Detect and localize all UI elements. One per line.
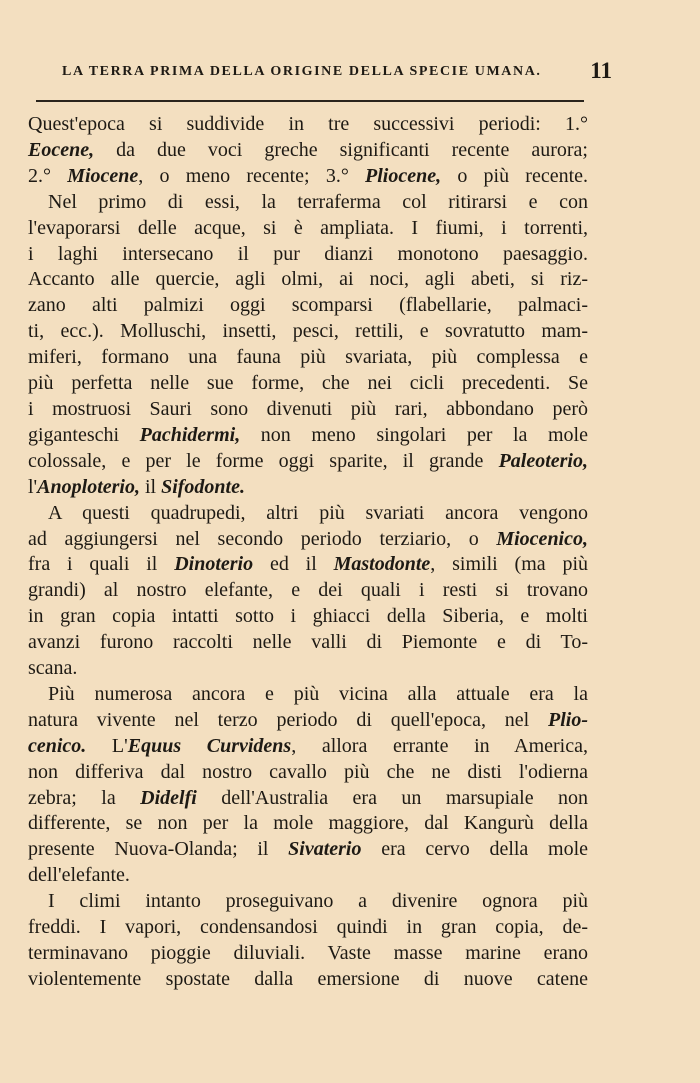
text-segment: Più numerosa ancora e più vicina alla attuale era la bbox=[48, 682, 588, 705]
italic-term: Eocene, bbox=[28, 138, 95, 161]
text-line bbox=[28, 423, 588, 449]
text-segment: più perfetta nelle sue forme, che nei cicli precedenti. Se bbox=[28, 372, 588, 395]
text-line bbox=[28, 293, 588, 319]
body-text bbox=[28, 112, 588, 993]
italic-term: Didelfi bbox=[140, 786, 197, 809]
text-line bbox=[28, 190, 588, 216]
text-segment: Quest'epoca si suddivide in tre successivi periodi: 1.° bbox=[28, 113, 588, 135]
text-line bbox=[28, 112, 588, 138]
text-segment: differente, se non per la mole maggiore, dal Kangurù della bbox=[28, 812, 588, 835]
text-line bbox=[28, 811, 588, 837]
text-segment: scana. bbox=[28, 657, 78, 680]
text-segment: ti, ecc.). Molluschi, insetti, pesci, rettili, e sovratutto mam- bbox=[28, 320, 588, 343]
text-line bbox=[28, 604, 588, 630]
text-line bbox=[28, 682, 588, 708]
text-segment: dell'Australia era un marsupiale non bbox=[196, 786, 589, 809]
text-segment: l' bbox=[28, 475, 38, 498]
text-segment: A questi quadrupedi, altri più svariati ancora vengono bbox=[48, 501, 588, 524]
italic-term: Miocenico, bbox=[496, 527, 588, 550]
running-head: LA TERRA PRIMA DELLA ORIGINE DELLA SPECIE UMANA. bbox=[62, 64, 542, 79]
text-line bbox=[28, 216, 588, 242]
text-line bbox=[28, 319, 588, 345]
italic-term: Dinoterio bbox=[174, 553, 254, 576]
text-segment: l'evaporarsi delle acque, si è ampliata. I fiumi, i torrenti, bbox=[28, 216, 588, 239]
text-segment: grandi) al nostro elefante, e dei quali i resti si trovano bbox=[28, 579, 588, 602]
text-segment: non differiva dal nostro cavallo più che ne disti l'odierna bbox=[28, 760, 588, 783]
text-line bbox=[28, 734, 588, 760]
text-segment: Accanto alle quercie, agli olmi, ai noci, agli abeti, si riz- bbox=[28, 268, 588, 291]
text-line bbox=[28, 656, 588, 682]
italic-term: Miocene bbox=[67, 164, 139, 187]
text-segment: freddi. I vapori, condensandosi quindi in gran copia, de- bbox=[28, 916, 588, 939]
text-segment: i mostruosi Sauri sono divenuti più rari, abbondano però bbox=[28, 397, 588, 420]
text-line bbox=[28, 164, 588, 190]
italic-term: cenico. bbox=[28, 734, 87, 757]
text-segment: in gran copia intatti sotto i ghiacci della Siberia, e molti bbox=[28, 605, 588, 628]
text-segment: presente Nuova-Olanda; il bbox=[28, 838, 289, 861]
text-line bbox=[28, 915, 588, 941]
header-rule bbox=[36, 100, 584, 102]
text-line bbox=[28, 138, 588, 164]
italic-term: Paleoterio, bbox=[498, 449, 588, 472]
text-line bbox=[28, 630, 588, 656]
text-segment: ed il bbox=[253, 553, 334, 576]
text-segment: terminavano pioggie diluviali. Vaste masse marine erano bbox=[28, 942, 588, 964]
text-line bbox=[28, 242, 588, 268]
italic-term: Anoploterio, bbox=[37, 475, 140, 498]
italic-term: Sifodonte. bbox=[161, 475, 245, 498]
text-segment: colossale, e per le forme oggi sparite, il grande bbox=[28, 449, 499, 472]
text-segment: , allora errante in America, bbox=[291, 734, 588, 757]
text-segment: non meno singolari per la mole bbox=[240, 423, 588, 446]
italic-term: Plio- bbox=[548, 708, 588, 731]
text-segment: natura vivente nel terzo periodo di quell'epoca, nel bbox=[28, 708, 548, 731]
text-segment: era cervo della mole bbox=[361, 838, 588, 861]
text-segment: zano alti palmizi oggi scomparsi (flabellarie, palmaci- bbox=[28, 294, 588, 317]
text-line bbox=[28, 267, 588, 293]
text-line bbox=[28, 760, 588, 786]
text-segment: Nel primo di essi, la terraferma col ritirarsi e con bbox=[48, 190, 588, 213]
text-line bbox=[28, 475, 588, 501]
italic-term: Pliocene, bbox=[365, 164, 442, 187]
text-line bbox=[28, 708, 588, 734]
italic-term: Mastodonte bbox=[333, 553, 431, 576]
text-segment: il bbox=[139, 475, 162, 498]
text-segment: I climi intanto proseguivano a divenire ognora più bbox=[48, 890, 588, 913]
text-line bbox=[28, 397, 588, 423]
text-segment: 2.° bbox=[28, 164, 68, 187]
text-line bbox=[28, 889, 588, 915]
page-number: 11 bbox=[590, 58, 612, 83]
text-line bbox=[28, 527, 588, 553]
text-line bbox=[28, 578, 588, 604]
text-line bbox=[28, 863, 588, 889]
text-segment: ad aggiungersi nel secondo periodo terziario, o bbox=[28, 527, 497, 550]
text-segment: i laghi intersecano il pur dianzi monotono paesaggio. bbox=[28, 242, 588, 265]
text-segment: L' bbox=[86, 734, 128, 757]
text-segment: avanzi furono raccolti nelle valli di Piemonte e di To- bbox=[28, 631, 588, 654]
text-segment: giganteschi bbox=[28, 423, 140, 446]
text-segment: da due voci greche significanti recente aurora; bbox=[94, 138, 588, 161]
text-line bbox=[28, 371, 588, 397]
text-segment: miferi, formano una fauna più svariata, più complessa e bbox=[28, 346, 588, 369]
text-segment: o più recente. bbox=[441, 164, 589, 187]
text-line bbox=[28, 501, 588, 527]
text-line bbox=[28, 786, 588, 812]
italic-term: Sivaterio bbox=[288, 838, 362, 861]
text-line bbox=[28, 345, 588, 371]
text-segment: violentemente spostate dalla emersione di nuove catene bbox=[28, 967, 588, 990]
text-segment: dell'elefante. bbox=[28, 864, 130, 887]
text-segment: , simili (ma più bbox=[430, 553, 589, 576]
text-segment: , o meno recente; 3.° bbox=[138, 164, 366, 187]
text-segment: fra i quali il bbox=[28, 553, 175, 576]
text-line bbox=[28, 941, 588, 967]
text-line bbox=[28, 552, 588, 578]
text-segment: zebra; la bbox=[28, 786, 141, 809]
text-line bbox=[28, 449, 588, 475]
italic-term: Equus Curvidens bbox=[127, 734, 292, 757]
italic-term: Pachidermi, bbox=[139, 423, 241, 446]
text-line bbox=[28, 967, 588, 993]
text-line bbox=[28, 837, 588, 863]
